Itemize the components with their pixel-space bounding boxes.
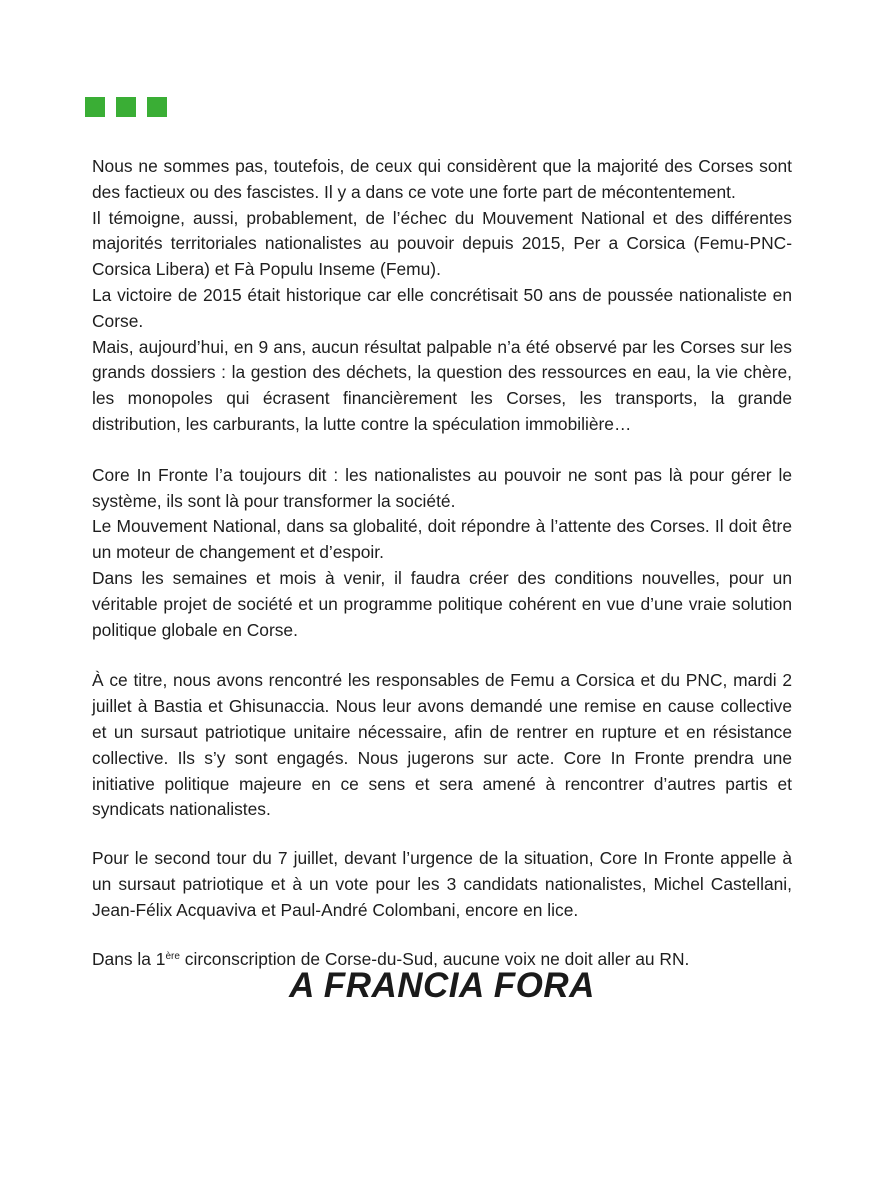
ordinal-superscript: ère: [165, 950, 180, 962]
green-square-icon: [116, 97, 136, 117]
paragraph: Core In Fronte l’a toujours dit : les nationalistes au pouvoir ne sont pas là pour gérer le système, ils sont là pour transformer la société.: [92, 464, 792, 511]
decorative-squares: [85, 97, 167, 117]
green-square-icon: [85, 97, 105, 117]
paragraph-text: Dans la 1: [92, 948, 166, 969]
paragraph: Mais, aujourd’hui, en 9 ans, aucun résultat palpable n’a été observé par les Corses sur les grands dossiers : la gestion des déchets, la question des ressources en eau, la vie chère, les monopoles qui écrasent financièrement les Corses, les transports, la grande distribution, les carburants, la lutte contre la spéculation immobilière…: [92, 336, 792, 434]
slogan: A FRANCIA FORA: [289, 966, 595, 1005]
paragraph: Le Mouvement National, dans sa globalité, doit répondre à l’attente des Corses. Il doit être un moteur de changement et d’espoir.: [92, 516, 792, 563]
paragraph-text: circonscription de Corse-du-Sud, aucune voix ne doit aller au RN.: [179, 948, 690, 969]
paragraph-spacer: [92, 823, 792, 846]
paragraph-spacer: [92, 924, 792, 947]
paragraph: Pour le second tour du 7 juillet, devant l’urgence de la situation, Core In Fronte appelle à un sursaut patriotique et à un vote pour les 3 candidats nationalistes, Michel Castellani, Jean-Félix Acquaviva et Paul-André Colombani, encore en lice.: [92, 848, 792, 920]
paragraph-spacer: [92, 643, 792, 668]
paragraph: Nous ne sommes pas, toutefois, de ceux qui considèrent que la majorité des Corses sont des factieux ou des fascistes. Il y a dans ce vote une forte part de mécontentement.: [92, 156, 792, 202]
paragraph-spacer: [92, 438, 792, 463]
paragraph: La victoire de 2015 était historique car elle concrétisait 50 ans de poussée nationaliste en Corse.: [92, 284, 792, 331]
green-square-icon: [147, 97, 167, 117]
paragraph: Dans les semaines et mois à venir, il faudra créer des conditions nouvelles, pour un véritable projet de société et un programme politique cohérent en vue d’une vraie solution politique globale en Corse.: [92, 567, 792, 640]
paragraph: Il témoigne, aussi, probablement, de l’échec du Mouvement National et des différentes majorités territoriales nationalistes au pouvoir depuis 2015, Per a Corsica (Femu-PNC-Corsica Libera) et Fà Populu Inseme (Femu).: [92, 207, 792, 280]
document-body: [92, 154, 792, 972]
paragraph: À ce titre, nous avons rencontré les responsables de Femu a Corsica et du PNC, mardi 2 juillet à Bastia et Ghisunaccia. Nous leur avons demandé une remise en cause collective et un sursaut patriotique unitaire nécessaire, afin de rentrer en rupture et en résistance collective. Ils s’y sont engagés. Nous jugerons sur acte. Core In Fronte prendra une initiative politique majeure en ce sens et sera amené à rencontrer d’autres partis et syndicats nationalistes.: [92, 670, 792, 820]
